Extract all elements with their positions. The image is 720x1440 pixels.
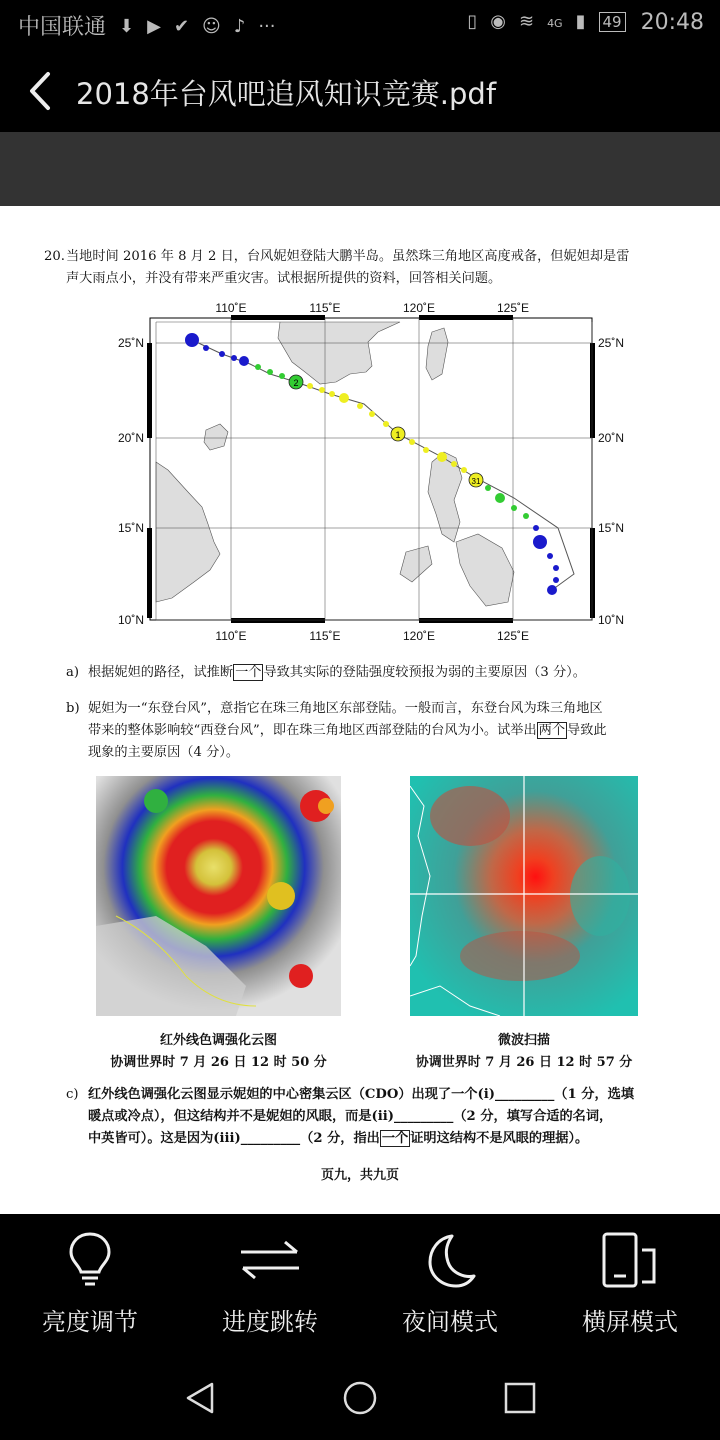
- part-a-text: 根据妮妲的路径，试推断: [88, 665, 234, 680]
- question-part-c: [66, 1084, 686, 1150]
- part-b-line-1: 妮妲为一“东登台风”，意指它在珠三角地区东部登陆。一般而言，东登台风为珠三角地区: [88, 701, 603, 716]
- pdf-page[interactable]: [0, 206, 720, 1214]
- microwave-caption-time: 协调世界时 7 月 26 日 12 时 57 分: [415, 1055, 633, 1070]
- microwave-caption: [410, 1030, 638, 1074]
- signal-icon: ▮: [575, 11, 586, 32]
- brightness-button[interactable]: [0, 1230, 180, 1350]
- infrared-caption-title: 红外线色调强化云图: [159, 1033, 277, 1048]
- lon-label-bottom: 115˚E: [309, 629, 341, 643]
- part-c-line-1: 红外线色调强化云图显示妮妲的中心密集云区（CDO）出现了一个(i)_________（1 分，选填: [88, 1087, 635, 1102]
- microwave-caption-title: 微波扫描: [497, 1033, 550, 1048]
- part-label: a): [66, 665, 80, 680]
- question-number: 20.: [44, 249, 65, 264]
- download-icon: ⬇: [119, 16, 135, 37]
- infrared-caption-time: 协调世界时 7 月 26 日 12 时 50 分: [110, 1055, 327, 1070]
- lon-label-top: 115˚E: [309, 302, 341, 315]
- battery-level: 49: [602, 13, 622, 31]
- app-bar: [0, 50, 720, 132]
- back-button[interactable]: [22, 68, 62, 114]
- more-notifications-icon: ···: [258, 16, 276, 37]
- question-text: [44, 246, 684, 290]
- page-gap: [0, 132, 720, 206]
- battery-icon: [599, 12, 626, 32]
- lat-label-left: 25˚N: [117, 336, 144, 350]
- video-app-icon: ▶: [147, 16, 161, 37]
- part-c-line-2: 暖点或冷点），但这结构并不是妮妲的风眼，而是(ii)_________（2 分，填写合适的名词，: [88, 1109, 613, 1124]
- wifi-icon: ≋: [518, 11, 535, 32]
- lightbulb-icon: [65, 1230, 115, 1290]
- night-mode-label: 夜间模式: [402, 1308, 498, 1336]
- part-c-line-3: 中英皆可）。这是因为(iii)_________（2 分，指出: [88, 1131, 380, 1146]
- progress-jump-button[interactable]: [180, 1230, 360, 1350]
- part-b-line-2: 带来的整体影响较“西登台风”，即在珠三角地区西部登陆的台风为小。试举出: [88, 723, 537, 738]
- brightness-label: 亮度调节: [42, 1308, 138, 1336]
- reader-toolbar: [0, 1214, 720, 1354]
- status-bar: [0, 0, 720, 50]
- document-title: 2018年台风吧追风知识竞赛.pdf: [76, 77, 497, 111]
- lon-label-bottom: 110˚E: [215, 629, 247, 643]
- typhoon-track-map: [110, 302, 640, 647]
- network-type-label: 4G: [547, 17, 563, 30]
- lat-label-left: 10˚N: [117, 613, 144, 627]
- system-nav-bar: [0, 1354, 720, 1440]
- phone-rotate-icon: [598, 1230, 662, 1290]
- part-c-line-3-end: 证明这结构不是风眼的理据）。: [410, 1131, 589, 1146]
- night-mode-button[interactable]: [360, 1230, 540, 1350]
- lon-label-top: 110˚E: [215, 302, 247, 315]
- part-a-boxed: 一个: [235, 665, 262, 680]
- progress-jump-label: 进度跳转: [222, 1308, 318, 1336]
- eye-comfort-icon: ◉: [490, 11, 506, 32]
- landscape-mode-button[interactable]: [540, 1230, 720, 1350]
- infrared-satellite-image: [96, 776, 341, 1016]
- vibrate-icon: ▯: [467, 11, 478, 32]
- nav-recents-icon[interactable]: [502, 1380, 538, 1416]
- question-part-a: [66, 662, 686, 684]
- landscape-mode-label: 横屏模式: [582, 1308, 678, 1336]
- back-arrow-icon: [22, 68, 62, 114]
- lat-label-right: 10˚N: [598, 613, 625, 627]
- app-face-icon: ☺: [202, 16, 221, 37]
- question-line-1: 当地时间 2016 年 8 月 2 日，台风妮妲登陆大鹏半岛。虽然珠三角地区高度戒备，但妮妲却是雷: [66, 249, 630, 264]
- track-marker-31: 31: [471, 477, 481, 486]
- shield-icon: ✔: [173, 16, 190, 37]
- lat-label-left: 20˚N: [117, 431, 144, 445]
- swap-arrows-icon: [237, 1230, 303, 1290]
- part-label: c): [66, 1087, 79, 1102]
- page-footer: 页九，共九页: [320, 1168, 399, 1183]
- status-right: [461, 10, 704, 35]
- infrared-caption: [96, 1030, 341, 1074]
- question-part-b: [66, 698, 686, 764]
- track-marker-2: 2: [293, 378, 299, 388]
- lon-label-top: 120˚E: [402, 302, 436, 315]
- part-a-text-end: 导致其实际的登陆强度较预报为弱的主要原因（3 分）。: [263, 665, 586, 680]
- question-line-2: 声大雨点小，并没有带来严重灾害。试根据所提供的资料，回答相关问题。: [66, 271, 502, 286]
- lat-label-right: 20˚N: [598, 431, 625, 445]
- track-marker-1: 1: [395, 430, 401, 440]
- part-b-line-3: 现象的主要原因（4 分）。: [88, 745, 240, 760]
- lon-label-top: 125˚E: [496, 302, 530, 315]
- microwave-scan-image: [410, 776, 638, 1016]
- part-b-line-2-end: 导致此: [567, 723, 607, 738]
- lat-label-right: 25˚N: [598, 336, 625, 350]
- nav-home-icon[interactable]: [342, 1380, 378, 1416]
- part-b-boxed: 两个: [538, 723, 566, 738]
- lon-label-bottom: 125˚E: [496, 629, 530, 643]
- moon-icon: [422, 1230, 478, 1290]
- tiktok-icon: ♪: [233, 16, 246, 37]
- carrier-label: 中国联通: [18, 15, 107, 40]
- clock: 20:48: [640, 10, 704, 35]
- part-label: b): [66, 701, 80, 716]
- lon-label-bottom: 120˚E: [402, 629, 436, 643]
- lat-label-left: 15˚N: [117, 521, 144, 535]
- lat-label-right: 15˚N: [598, 521, 625, 535]
- nav-back-icon[interactable]: [182, 1380, 218, 1416]
- part-c-boxed: 一个: [381, 1131, 409, 1146]
- status-left: [18, 10, 275, 41]
